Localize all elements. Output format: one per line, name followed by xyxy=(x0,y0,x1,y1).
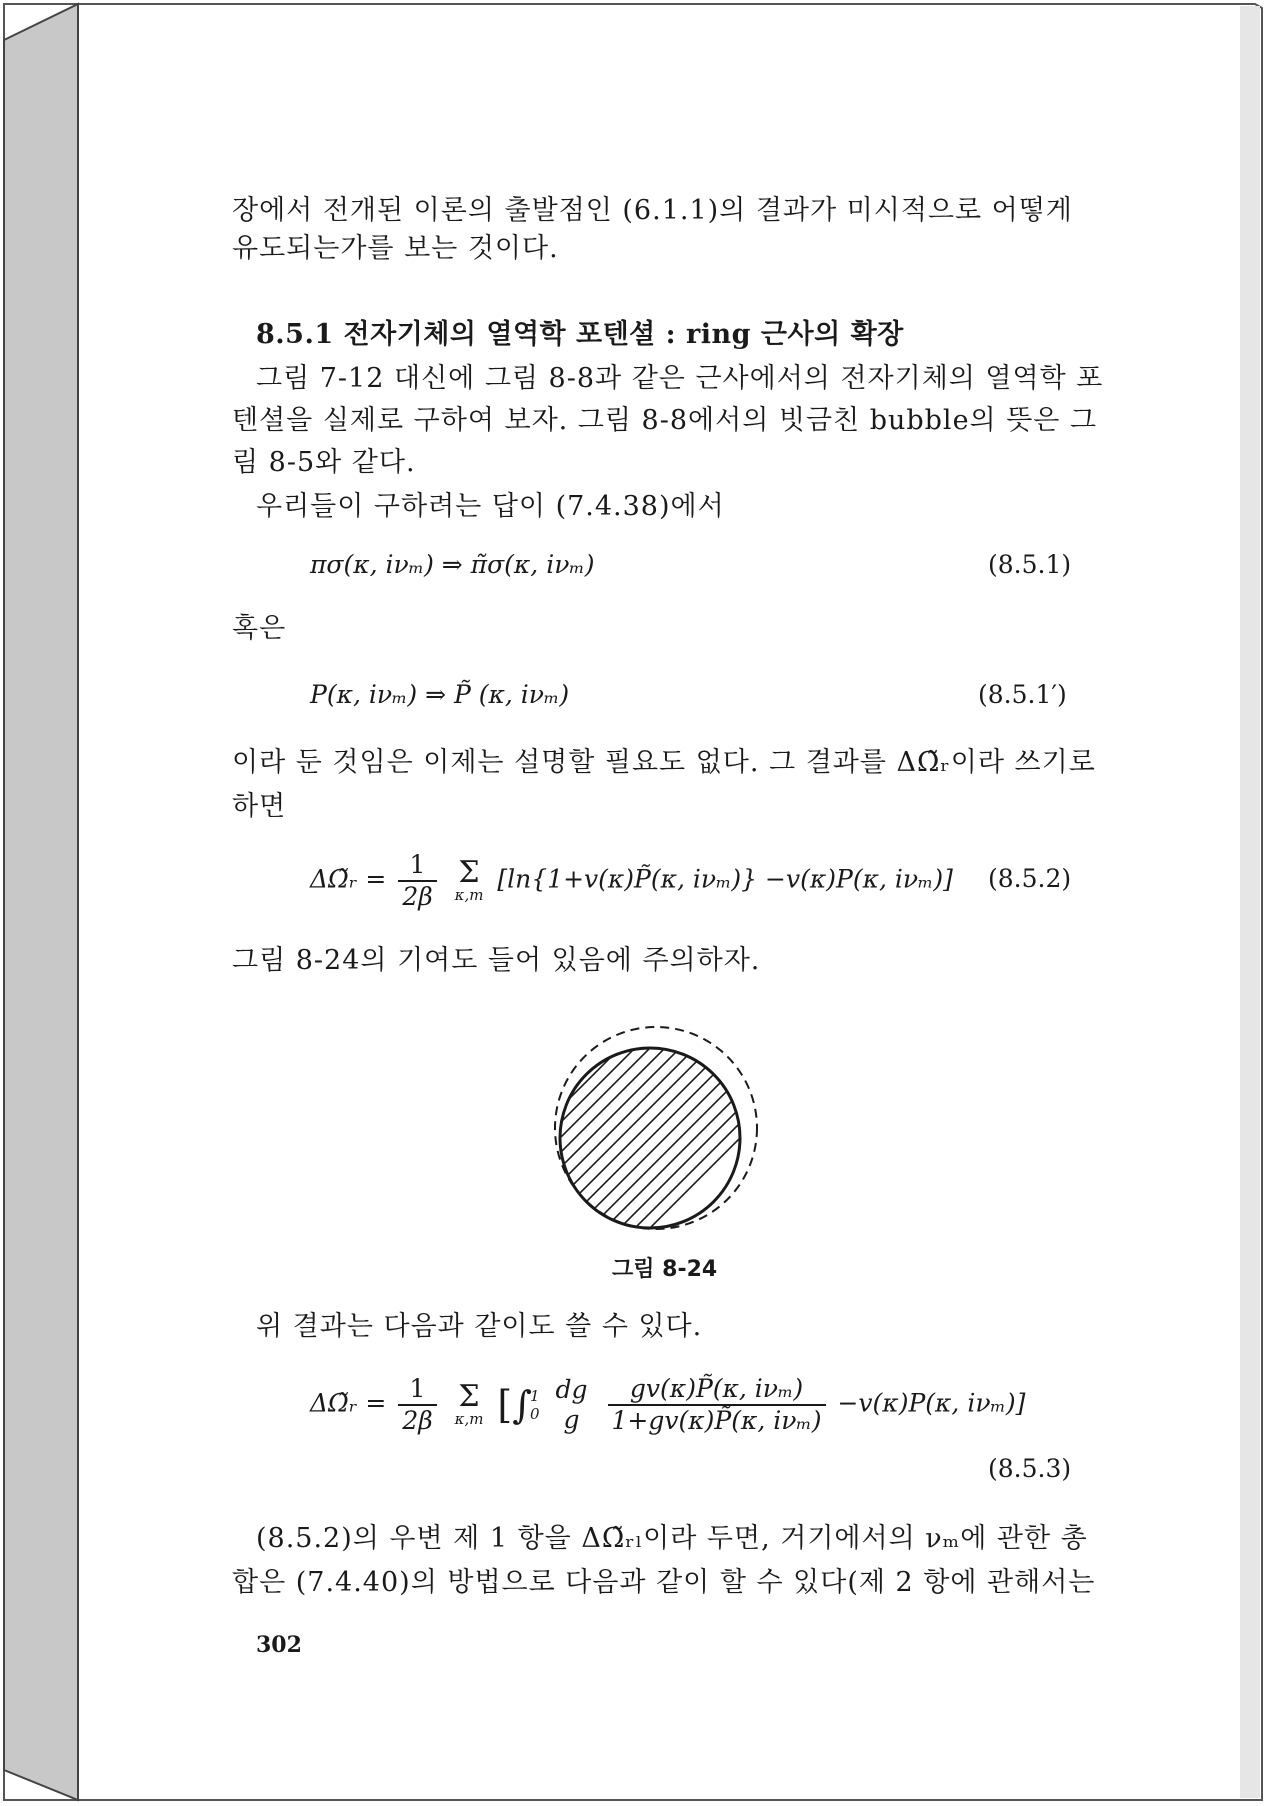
eq3-dg-num: dg xyxy=(555,1375,588,1404)
eq3-sum-subscript: κ,m xyxy=(454,1410,484,1428)
eq2-summation xyxy=(454,855,484,904)
eq3-fraction xyxy=(398,1374,436,1436)
eq2-lhs: ΔΩ̃ᵣ = xyxy=(310,864,387,894)
figure-8-24 xyxy=(550,1018,760,1240)
paragraph-8-line-2: 합은 (7.4.40)의 방법으로 다음과 같이 할 수 있다(제 2 항에 관해서는 xyxy=(232,1567,1096,1598)
paragraph-2-line-1: 그림 7-12 대신에 그림 8-8과 같은 근사에서의 전자기체의 열역학 포 xyxy=(256,363,1104,394)
paragraph-5-line-2: 하면 xyxy=(232,791,287,822)
paragraph-1-line-2: 유도되는가를 보는 것이다. xyxy=(232,233,559,264)
eq2-frac-den: 2β xyxy=(402,882,433,911)
eq3-big-den: 1+gv(κ)P̃(κ, iνₘ) xyxy=(611,1406,822,1435)
equation-8-5-3 xyxy=(310,1374,1025,1436)
eq2-fraction xyxy=(398,850,436,912)
eq3-dg-fraction xyxy=(552,1375,592,1435)
paragraph-2-line-3: 림 8-5와 같다. xyxy=(232,447,416,478)
paragraph-2-line-2: 텐셜을 실제로 구하여 보자. 그림 8-8에서의 빗금친 bubble의 뜻은 그 xyxy=(232,405,1098,436)
eq3-integral: [∫ xyxy=(497,1383,533,1427)
page-number: 302 xyxy=(256,1632,302,1658)
eq2-sum-subscript: κ,m xyxy=(454,886,484,904)
equation-number-8-5-2: (8.5.2) xyxy=(988,864,1072,893)
section-heading: 8.5.1 전자기체의 열역학 포텐셜 : ring 근사의 확장 xyxy=(256,319,904,350)
paragraph-6: 그림 8-24의 기여도 들어 있음에 주의하자. xyxy=(232,945,761,976)
hatched-bubble xyxy=(550,1038,760,1238)
equation-number-8-5-1: (8.5.1) xyxy=(988,550,1072,579)
paragraph-3-line-1: 우리들이 구하려는 답이 (7.4.38)에서 xyxy=(256,491,725,522)
equation-8-5-1: πσ(κ, iνₘ) ⇒ π̃σ(κ, iνₘ) xyxy=(310,550,595,579)
eq3-lhs: ΔΩ̃ᵣ = xyxy=(310,1388,387,1418)
equation-number-8-5-3: (8.5.3) xyxy=(988,1454,1072,1483)
eq2-body: [ln{1+v(κ)P̃(κ, iνₘ)} −v(κ)P(κ, iνₘ)] xyxy=(497,864,953,894)
paragraph-7: 위 결과는 다음과 같이도 쓸 수 있다. xyxy=(256,1311,703,1342)
paragraph-4: 혹은 xyxy=(232,613,287,644)
equation-8-5-1-prime: P(κ, iνₘ) ⇒ P̃ (κ, iνₘ) xyxy=(310,680,570,709)
eq3-sum-symbol: Σ xyxy=(458,1379,480,1414)
figure-caption: 그림 8-24 xyxy=(612,1257,718,1282)
eq3-tail: −v(κ)P(κ, iνₘ)] xyxy=(837,1388,1026,1418)
eq3-integral-limits xyxy=(530,1387,540,1423)
eq3-big-num: gv(κ)P̃(κ, iνₘ) xyxy=(608,1374,826,1406)
equation-8-5-2 xyxy=(310,850,953,912)
eq3-dg-den: g xyxy=(563,1405,580,1434)
equation-number-8-5-1-prime: (8.5.1′) xyxy=(978,680,1067,709)
eq3-summation xyxy=(454,1379,484,1428)
eq3-big-fraction xyxy=(608,1374,826,1436)
paragraph-8-line-1: (8.5.2)의 우변 제 1 항을 ΔΩ̃ᵣₗ이라 두면, 거기에서의 νₘ에 관한 총 xyxy=(256,1523,1088,1554)
paragraph-1-line-1: 장에서 전개된 이론의 출발점인 (6.1.1)의 결과가 미시적으로 어떻게 xyxy=(232,195,1073,226)
eq2-sum-symbol: Σ xyxy=(458,855,480,890)
eq3-int-upper: 1 xyxy=(530,1387,540,1405)
eq3-frac-num: 1 xyxy=(398,1374,436,1406)
eq2-frac-num: 1 xyxy=(398,850,436,882)
paragraph-5-line-1: 이라 둔 것임은 이제는 설명할 필요도 없다. 그 결과를 ΔΩ̃ᵣ이라 쓰기로 xyxy=(232,747,1096,778)
eq3-frac-den: 2β xyxy=(402,1406,433,1435)
eq3-int-lower: 0 xyxy=(530,1405,540,1423)
